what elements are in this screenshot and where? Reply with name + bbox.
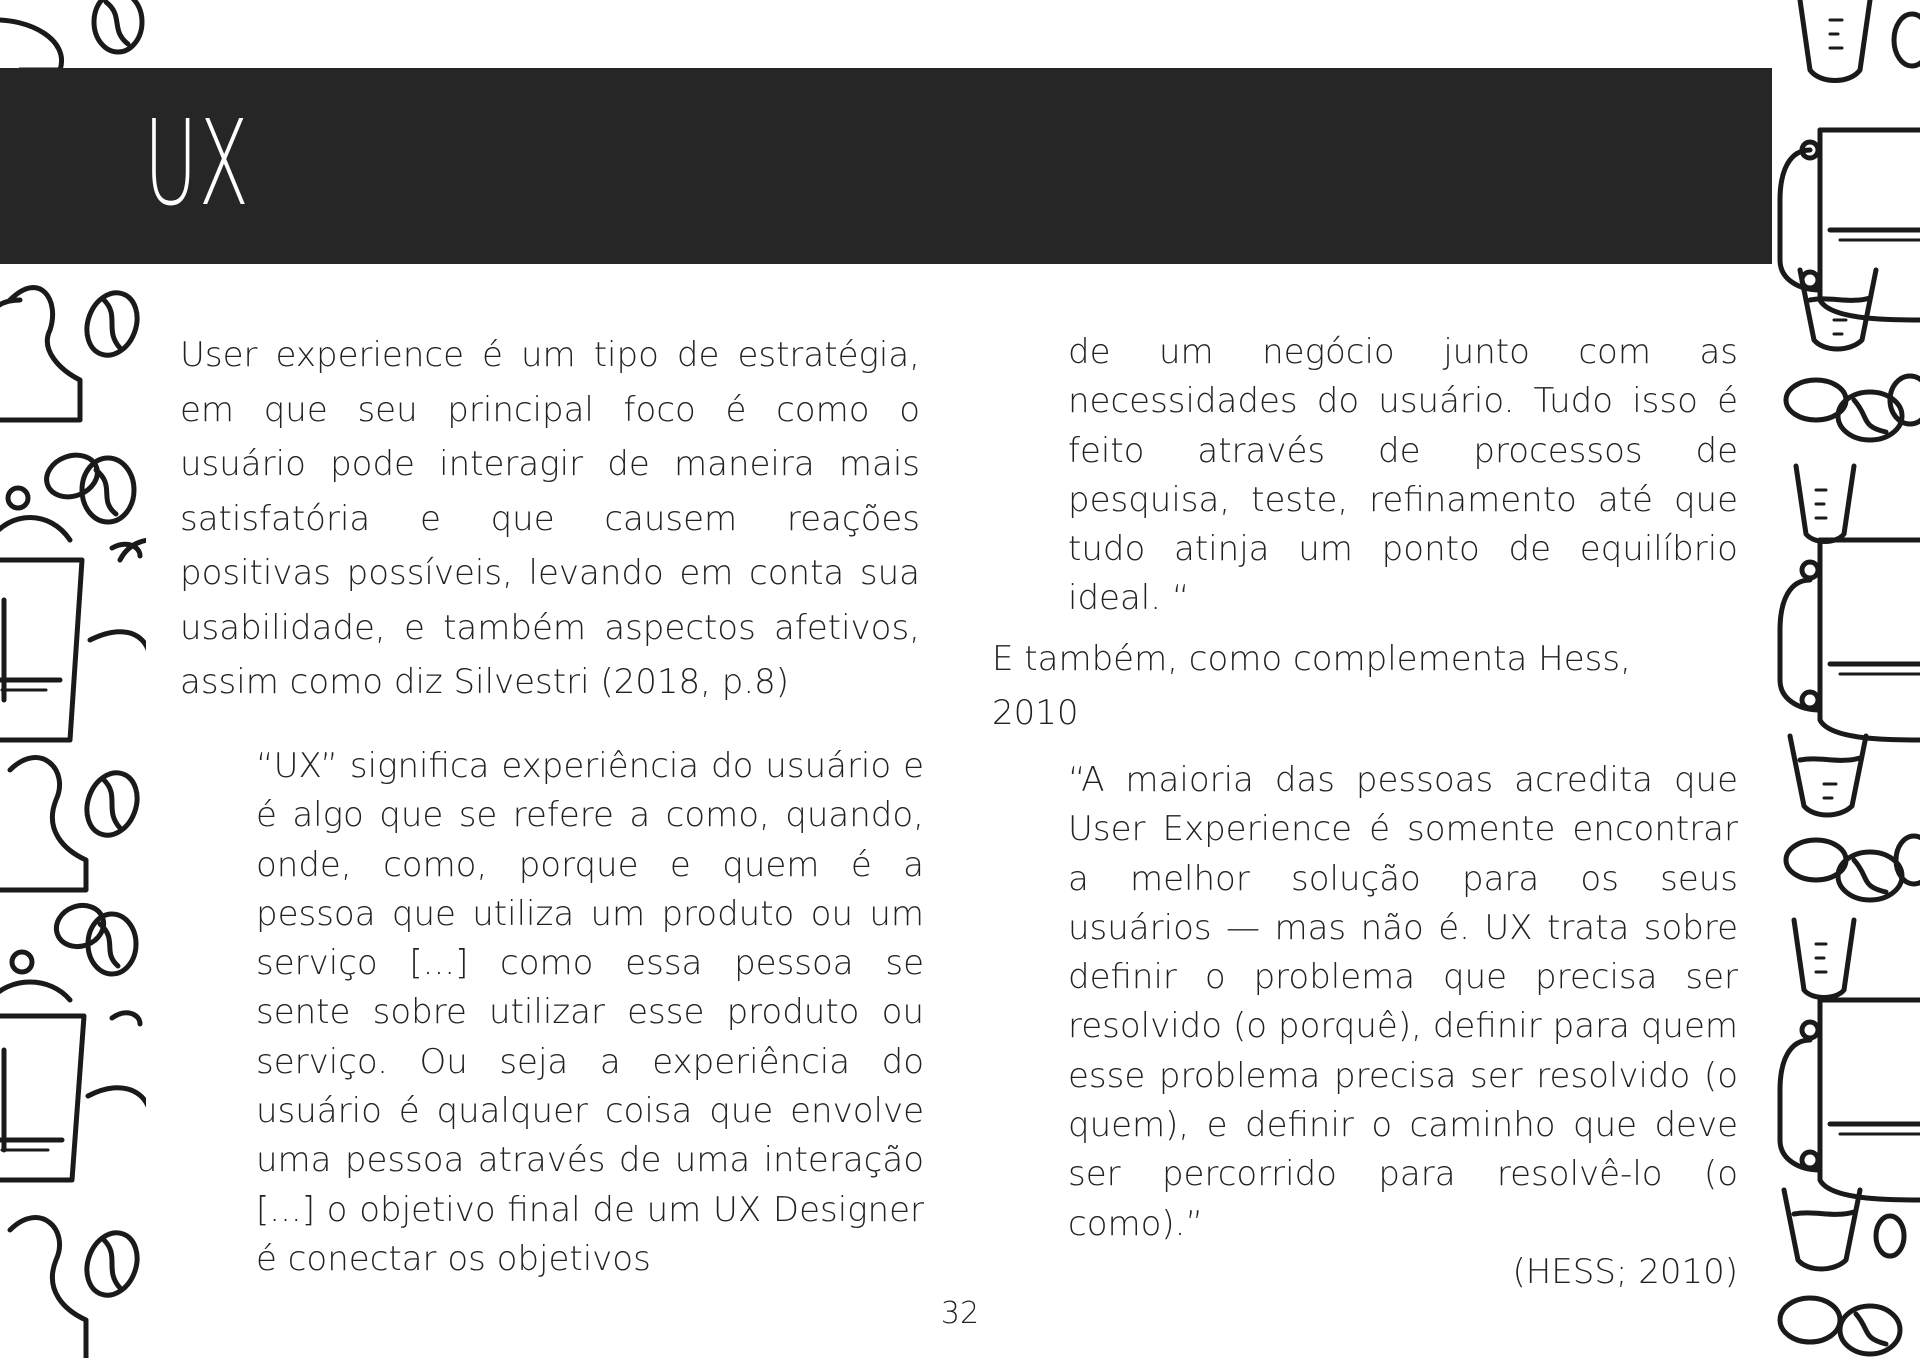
coffee-tamper-icon — [0, 20, 62, 70]
block-quote-silvestri: “UX” significa experiência do usuário e é algo que se refere a como, quando, onde, como, porque e quem é a pessoa que utiliza um produto ou um serviço [...] como essa pessoa se sente sobre utilizar esse produto ou serviço. Ou seja a experiência do usuário é qualquer coisa que envolve uma pessoa através de uma interação [...] o objetivo final de um UX Designer é conectar os objetivos — [256, 746, 924, 1279]
measuring-glass-icon — [1790, 736, 1866, 815]
title-band — [0, 68, 1772, 264]
coffee-bean-icon — [1786, 836, 1920, 900]
coffee-cup-icon — [90, 540, 146, 740]
french-press-icon — [0, 488, 82, 740]
coffee-bean-icon — [1786, 376, 1920, 440]
french-press-icon — [1780, 1000, 1920, 1200]
page-title: UX — [144, 94, 251, 232]
coffee-bean-icon — [94, 0, 142, 52]
coffee-tamper-icon — [0, 758, 86, 890]
right-decorative-border — [1770, 0, 1920, 1358]
transition-paragraph — [992, 632, 1712, 740]
measuring-glass-icon — [1794, 920, 1854, 998]
coffee-tamper-icon — [10, 1218, 86, 1358]
french-press-icon — [0, 952, 84, 1180]
measuring-glass-icon — [1800, 0, 1870, 81]
coffee-bean-icon — [41, 448, 134, 522]
coffee-bean-icon — [79, 766, 146, 843]
measuring-glass-icon — [1796, 466, 1854, 542]
measuring-glass-icon — [1800, 270, 1876, 349]
coffee-bean-icon — [1894, 14, 1920, 66]
citation-hess: (HESS; 2010) — [1512, 1252, 1738, 1292]
coffee-bean-icon — [79, 286, 146, 363]
transition-line-1: E também, como complementa Hess, — [992, 639, 1631, 679]
french-press-icon — [1780, 540, 1920, 740]
page-number: 32 — [940, 1296, 980, 1331]
transition-line-2: 2010 — [992, 693, 1079, 733]
coffee-bean-icon — [1780, 1216, 1904, 1354]
block-quote-silvestri-continued: de um negócio junto com as necessidades do usuário. Tudo isso é feito através de processos de pesquisa, teste, refinamento até que tudo atinja um ponto de equilíbrio ideal. “ — [1068, 332, 1738, 619]
coffee-tamper-icon — [0, 288, 80, 420]
coffee-cup-icon — [88, 1013, 146, 1200]
intro-paragraph: User experience é um tipo de estratégia, em que seu principal foco é como o usuário pode interagir de maneira mais satisfatória e que causem reações positivas possíveis, levando em conta sua usabilidade, e também aspectos afetivos, assim como diz Silvestri (2018, p.8) — [180, 335, 920, 702]
coffee-bean-icon — [51, 899, 136, 974]
french-press-icon — [1780, 130, 1920, 320]
block-quote-hess: “A maioria das pessoas acredita que User Experience é somente encontrar a melhor solução para os seus usuários — mas não é. UX trata sobre definir o problema que precisa ser resolvido (o porquê), definir para quem esse problema precisa ser resolvido (o quem), e definir o caminho que deve ser percorrido para resolvê-lo (o como).” — [1068, 760, 1738, 1244]
measuring-glass-icon — [1784, 1190, 1860, 1269]
coffee-bean-icon — [79, 1226, 146, 1303]
